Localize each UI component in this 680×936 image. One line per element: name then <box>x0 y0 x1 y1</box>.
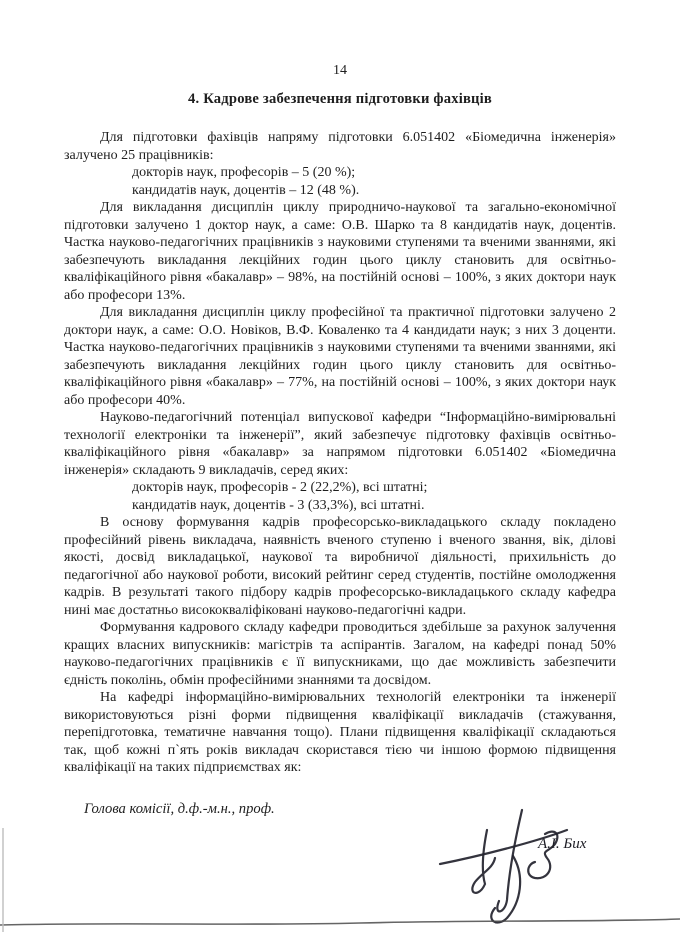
paragraph-staff-formation-principles: В основу формування кадрів професорсько-викладацького складу покладено професійний рівень викладача, наявність вченого ступеню і вченого звання, вік, ділові якості, досвід викладацької, наукової та виробничої діяльності, прихильність до педагогічної або наукової роботи, високий рейтинг серед студентів, постійне омолодження кадрів. В результаті такого підбору кадрів професорсько-викладацького складу кафедра нині має достатньо висококваліфіковані науково-педагогічні кадри. <box>64 515 616 618</box>
list-item-doctors: докторів наук, професорів – 5 (20 %); <box>132 165 356 180</box>
document-body <box>64 129 616 818</box>
paragraph-graduates-recruitment: Формування кадрового складу кафедри проводиться здебільше за рахунок залучення кращих власних випускників: магістрів та аспірантів. Загалом, на кафедрі понад 50% науково-педагогічних працівників є її випускниками, що дає можливість забезпечити єдність поколінь, обмін професійними знаннями та досвідом. <box>64 620 616 688</box>
commission-head-caption: Голова комісії, д.ф.-м.н., проф. <box>84 800 275 817</box>
scan-edge-line <box>0 914 680 930</box>
signature <box>425 806 615 926</box>
paragraph-department-potential: Науково-педагогічний потенціал випускової кафедри “Інформаційно-вимірювальні технології електроніки та інженерії”, який забезпечує підготовку фахівців освітньо-кваліфікаційного рівня «бакалавр» за напрямом підготовки 6.051402 «Біомедична інженерія» складають 9 викладачів, серед яких: <box>64 410 616 478</box>
page-number: 14 <box>333 63 347 78</box>
paragraph-professional-cycle: Для викладання дисциплін циклу професійної та практичної підготовки залучено 2 доктори наук, а саме: О.О. Новіков, В.Ф. Коваленко та 4 кандидати наук; з них 3 доценти. Частка науково-педагогічних працівників з науковими ступенями та вченими званнями, які забезпечують викладання лекційних годин цього циклу становить для освітньо-кваліфікаційного рівня «бакалавр» – 77%, на постійній основі – 100%, з яких доктори наук або професори 40%. <box>64 305 616 408</box>
signature-name: А.І. Бих <box>538 836 587 852</box>
paragraph-natural-science-cycle: Для викладання дисциплін циклу природничо-наукової та загально-економічної підготовки залучено 1 доктор наук, а саме: О.В. Шарко та 8 кандидатів наук, доцентів. Частка науково-педагогічних працівників з науковими ступенями та вченими званнями, які забезпечують викладання лекційних годин цього циклу становить для освітньо-кваліфікаційного рівня «бакалавр» – 98%, на постійній основі – 100%, з яких доктори наук або професори 13%. <box>64 200 616 303</box>
paragraph-staff-overview: Для підготовки фахівців напряму підготовки 6.051402 «Біомедична інженерія» залучено 25 працівників: <box>64 130 616 163</box>
list-item-candidates: кандидатів наук, доцентів – 12 (48 %). <box>132 182 360 198</box>
section-title: 4. Кадрове забезпечення підготовки фахівців <box>188 91 492 107</box>
paragraph-qualification-improvement: На кафедрі інформаційно-вимірювальних технологій електроніки та інженерії використовуються різні форми підвищення кваліфікації викладачів (стажування, перепідготовка, тематичне навчання тощо). Плани підвищення кваліфікації складаються так, щоб кожні п`ять років викладач скористався тією чи іншою формою підвищення кваліфікації на таких підприємствах як: <box>64 690 616 775</box>
scan-left-edge-artifact <box>2 828 4 932</box>
list-item-candidates-staff: кандидатів наук, доцентів - 3 (33,3%), всі штатні. <box>132 497 425 513</box>
list-item-doctors-staff: докторів наук, професорів - 2 (22,2%), всі штатні; <box>132 480 428 495</box>
